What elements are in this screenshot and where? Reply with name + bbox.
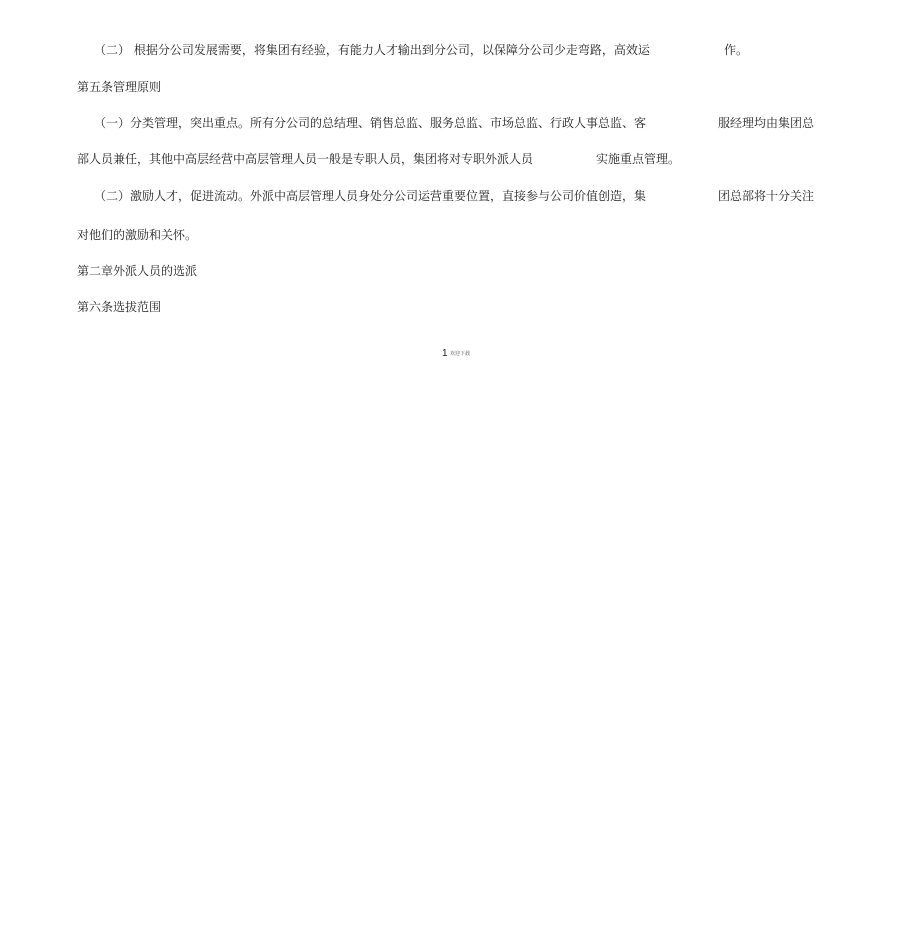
paragraph-line: 部人员兼任，其他中高层经营中高层管理人员一般是专职人员，集团将对专职外派人员	[77, 152, 534, 166]
paragraph-line: 对他们的激励和关怀。	[77, 228, 198, 242]
section-heading: 第六条选拔范围	[77, 300, 162, 314]
footer-note: 欢迎下载	[450, 351, 471, 357]
paragraph-line: 作。	[724, 43, 749, 57]
paragraph-line: （一）分类管理，突出重点。所有分公司的总结理、销售总监、服务总监、市场总监、行政人事总监、客	[94, 116, 647, 130]
paragraph-line: 服经理均由集团总	[718, 116, 815, 130]
page-number: 1	[442, 348, 448, 359]
chapter-heading: 第二章外派人员的选派	[77, 264, 198, 278]
section-heading: 第五条管理原则	[77, 80, 162, 94]
paragraph-line: （二）激励人才，促进流动。外派中高层管理人员身处分公司运营重要位置，直接参与公司价值创造，集	[94, 189, 647, 203]
paragraph-line: 团总部将十分关注	[718, 189, 815, 203]
paragraph-line: （二） 根据分公司发展需要，将集团有经验，有能力人才输出到分公司，以保障分公司少走弯路，高效运	[94, 43, 650, 57]
paragraph-line: 实施重点管理。	[596, 152, 681, 166]
